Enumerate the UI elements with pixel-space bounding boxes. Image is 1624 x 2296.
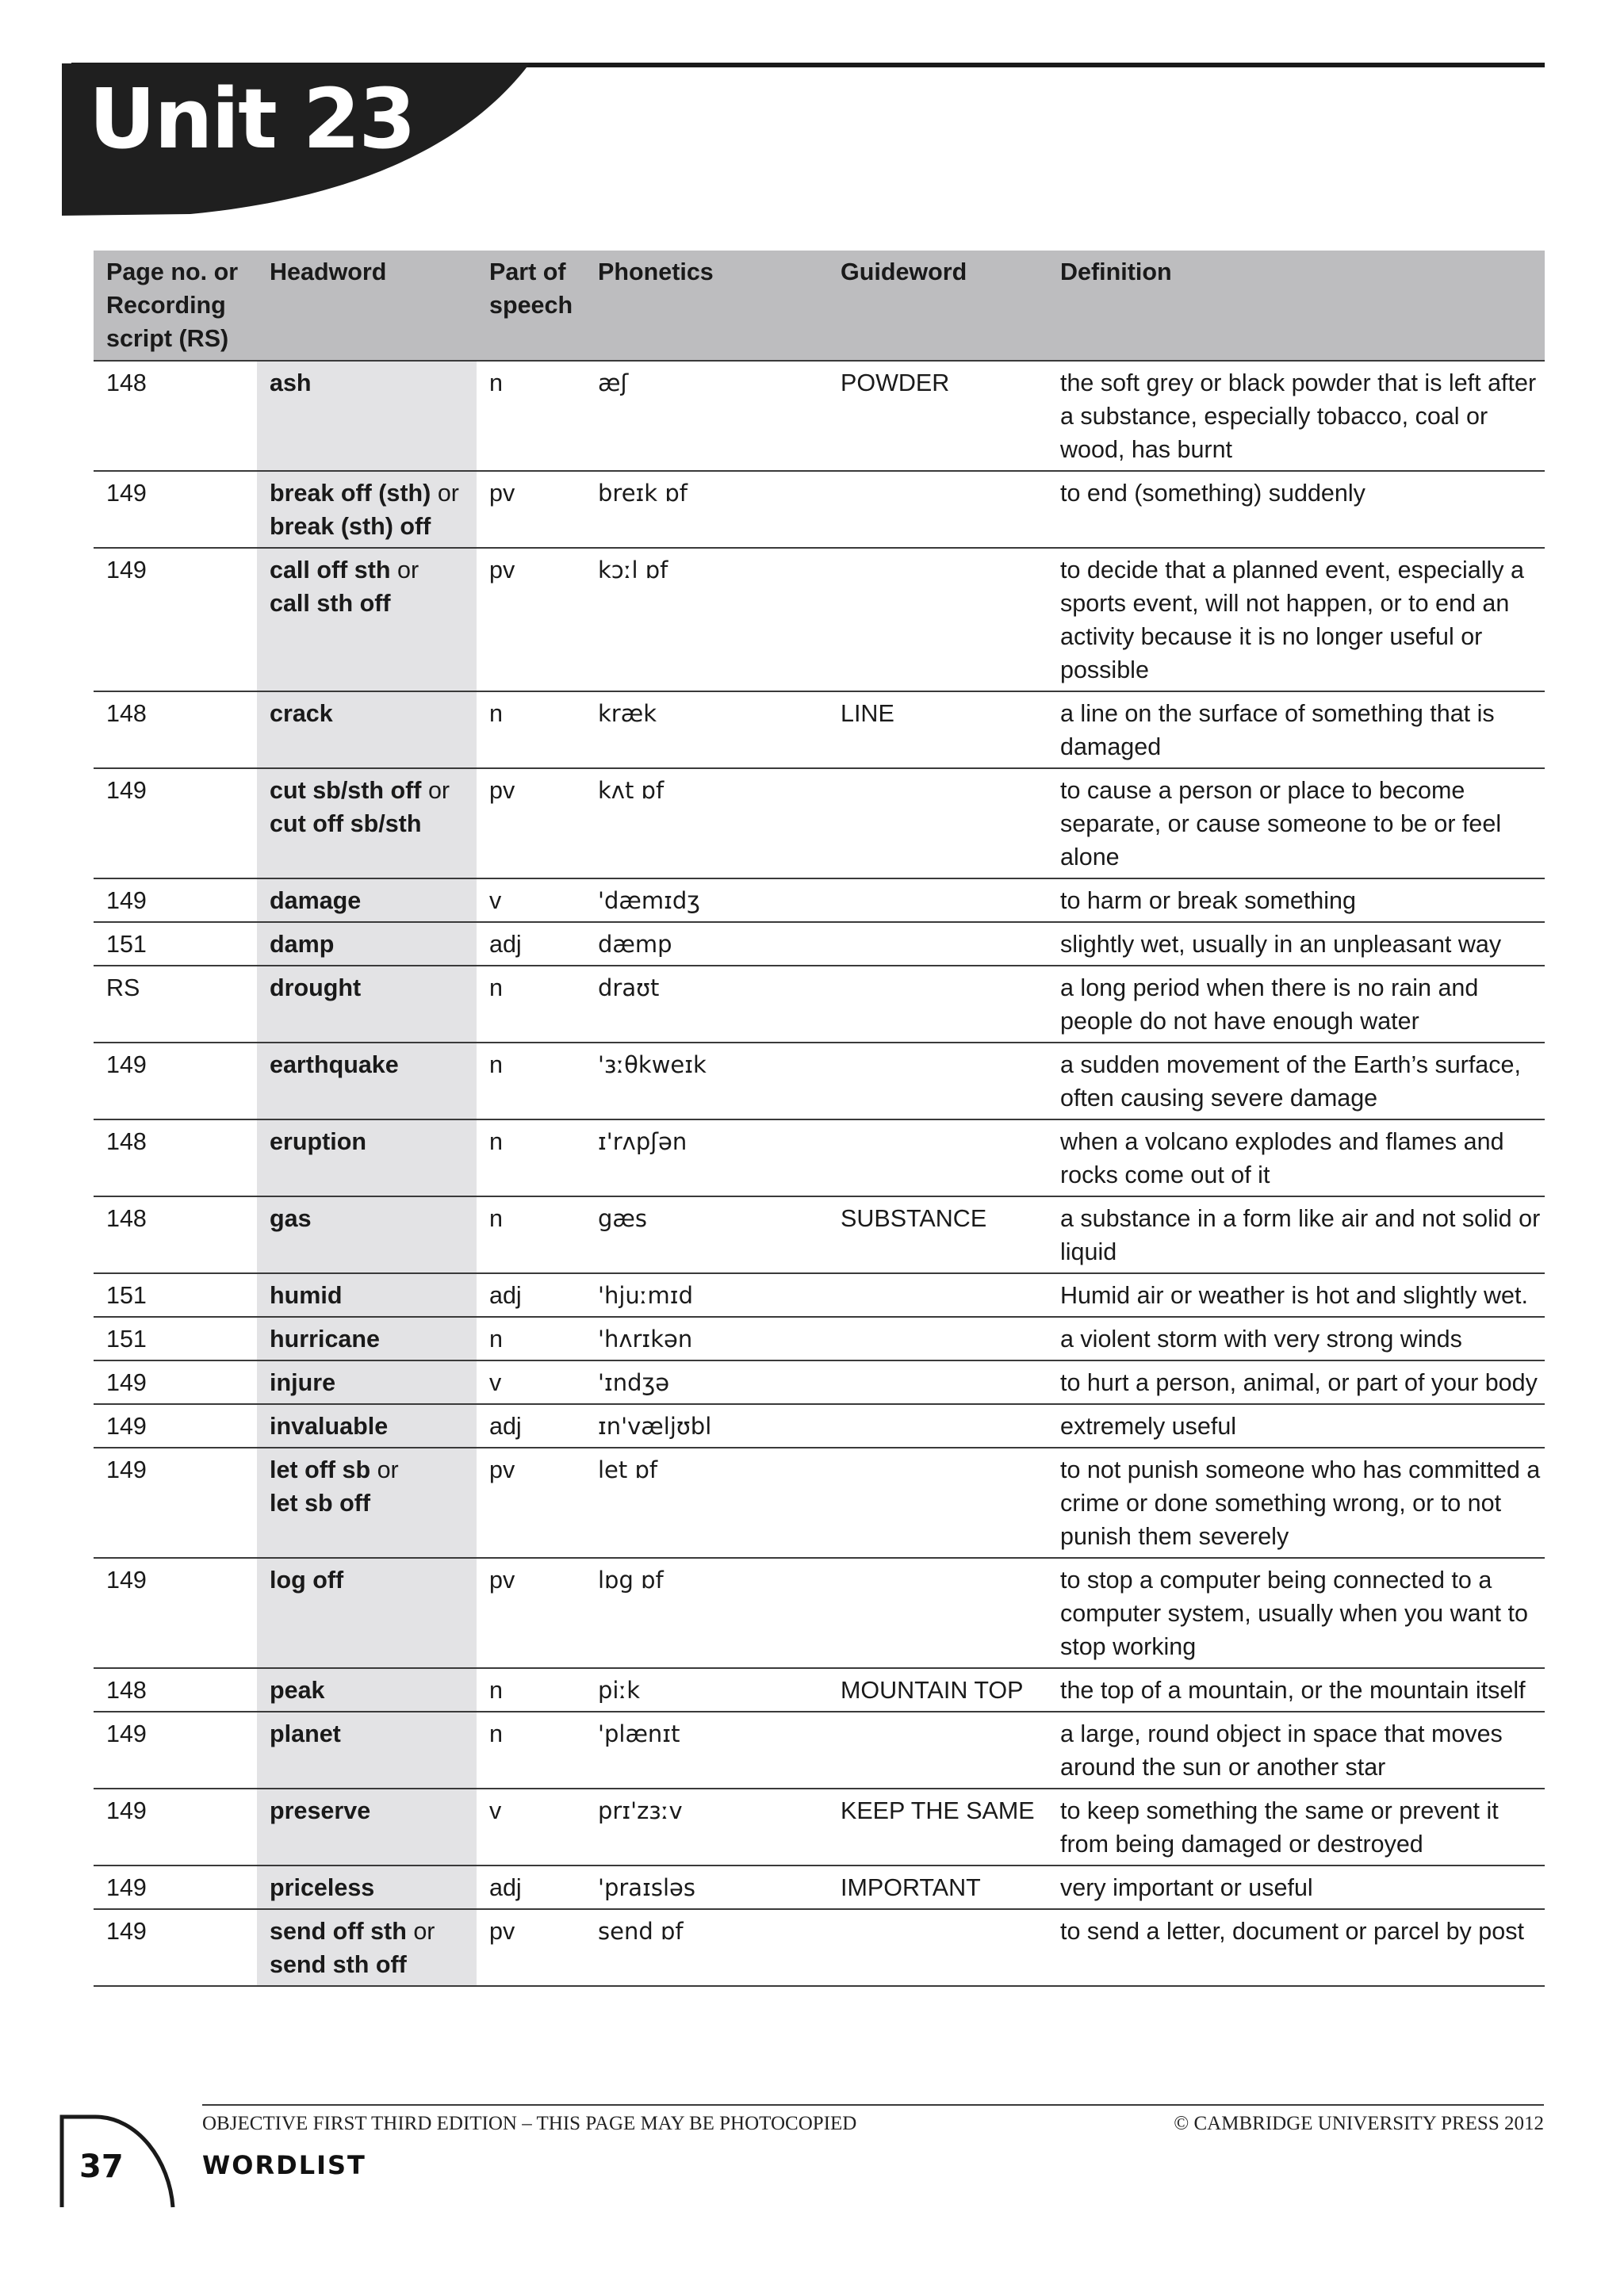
headword-cell: [257, 966, 477, 1043]
definition-cell: a sudden movement of the Earth’s surface, often causing severe damage: [1048, 1043, 1545, 1119]
headword-or: or: [397, 557, 419, 584]
column-header-part-of-speech: Part of speech: [477, 251, 585, 361]
guideword-cell: LINE: [828, 691, 1048, 768]
table-row: [94, 1404, 1545, 1448]
headword-text: humid: [270, 1282, 343, 1309]
phonetics-cell: 'dæmɪdʒ: [585, 878, 828, 922]
phonetics-cell: æʃ: [585, 361, 828, 471]
definition-cell: a violent storm with very strong winds: [1048, 1317, 1545, 1360]
headword-text: ash: [270, 369, 312, 396]
page-cell: 149: [94, 1712, 257, 1789]
headword-cell: [257, 922, 477, 966]
guideword-cell: [828, 1043, 1048, 1119]
definition-cell: to stop a computer being connected to a computer system, usually when you want to stop working: [1048, 1558, 1545, 1668]
phonetics-cell: 'praɪsləs: [585, 1866, 828, 1909]
phonetics-cell: prɪ'zɜːv: [585, 1789, 828, 1866]
headword-alternative: cut off sb/sth: [270, 810, 422, 837]
phonetics-cell: gæs: [585, 1196, 828, 1273]
table-header-row: [94, 251, 1545, 361]
phonetics-cell: breɪk ɒf: [585, 471, 828, 548]
part-of-speech-cell: v: [477, 1360, 585, 1404]
definition-cell: to harm or break something: [1048, 878, 1545, 922]
definition-cell: to cause a person or place to become separate, or cause someone to be or feel alone: [1048, 768, 1545, 878]
guideword-cell: [828, 1712, 1048, 1789]
table-row: [94, 1119, 1545, 1196]
definition-cell: to decide that a planned event, especially a sports event, will not happen, or to end an activity because it is no longer useful or possible: [1048, 548, 1545, 691]
headword-cell: [257, 1196, 477, 1273]
definition-cell: a substance in a form like air and not solid or liquid: [1048, 1196, 1545, 1273]
wordlist-body: [94, 361, 1545, 1986]
page-cell: 148: [94, 1119, 257, 1196]
headword-text: preserve: [270, 1797, 371, 1824]
headword-text: cut sb/sth off: [270, 777, 422, 804]
headword-cell: [257, 1448, 477, 1558]
unit-title: Unit 23: [89, 71, 415, 167]
table-row: [94, 1866, 1545, 1909]
headword-alternative: break (sth) off: [270, 513, 431, 540]
table-row: [94, 922, 1545, 966]
headword-cell: [257, 1360, 477, 1404]
headword-alternative: send sth off: [270, 1951, 407, 1978]
headword-cell: [257, 1273, 477, 1317]
part-of-speech-cell: n: [477, 1043, 585, 1119]
part-of-speech-cell: adj: [477, 1866, 585, 1909]
guideword-cell: [828, 1448, 1048, 1558]
headword-or: or: [437, 480, 459, 507]
guideword-cell: [828, 768, 1048, 878]
definition-cell: to not punish someone who has committed a crime or done something wrong, or to not punish them severely: [1048, 1448, 1545, 1558]
headword-cell: [257, 878, 477, 922]
headword-cell: [257, 548, 477, 691]
headword-text: injure: [270, 1369, 336, 1396]
table-row: [94, 471, 1545, 548]
page-cell: 149: [94, 1866, 257, 1909]
headword-or: or: [427, 777, 450, 804]
headword-text: log off: [270, 1567, 344, 1594]
headword-cell: [257, 768, 477, 878]
part-of-speech-cell: v: [477, 878, 585, 922]
headword-cell: [257, 1119, 477, 1196]
phonetics-cell: 'hjuːmɪd: [585, 1273, 828, 1317]
table-row: [94, 1558, 1545, 1668]
definition-cell: when a volcano explodes and flames and rocks come out of it: [1048, 1119, 1545, 1196]
headword-text: priceless: [270, 1874, 375, 1901]
part-of-speech-cell: pv: [477, 1909, 585, 1986]
definition-cell: very important or useful: [1048, 1866, 1545, 1909]
headword-cell: [257, 1909, 477, 1986]
part-of-speech-cell: n: [477, 361, 585, 471]
page-cell: 148: [94, 361, 257, 471]
definition-cell: extremely useful: [1048, 1404, 1545, 1448]
table-row: [94, 1909, 1545, 1986]
page-cell: 148: [94, 1196, 257, 1273]
page-cell: 149: [94, 1448, 257, 1558]
part-of-speech-cell: adj: [477, 922, 585, 966]
headword-cell: [257, 1866, 477, 1909]
headword-cell: [257, 1668, 477, 1712]
phonetics-cell: kræk: [585, 691, 828, 768]
table-row: [94, 1712, 1545, 1789]
guideword-cell: [828, 1404, 1048, 1448]
headword-alternative: call sth off: [270, 590, 391, 617]
part-of-speech-cell: n: [477, 1317, 585, 1360]
column-header-guideword: Guideword: [828, 251, 1048, 361]
column-header-headword: Headword: [257, 251, 477, 361]
headword-text: drought: [270, 974, 362, 1001]
phonetics-cell: lɒg ɒf: [585, 1558, 828, 1668]
headword-text: damage: [270, 887, 362, 914]
table-row: [94, 878, 1545, 922]
guideword-cell: [828, 1360, 1048, 1404]
page-cell: 149: [94, 1789, 257, 1866]
page-cell: 148: [94, 1668, 257, 1712]
definition-cell: to keep something the same or prevent it from being damaged or destroyed: [1048, 1789, 1545, 1866]
guideword-cell: [828, 1119, 1048, 1196]
definition-cell: to end (something) suddenly: [1048, 471, 1545, 548]
part-of-speech-cell: pv: [477, 1558, 585, 1668]
part-of-speech-cell: pv: [477, 1448, 585, 1558]
headword-or: or: [377, 1456, 399, 1483]
table-row: [94, 548, 1545, 691]
part-of-speech-cell: n: [477, 966, 585, 1043]
page-cell: 149: [94, 1404, 257, 1448]
headword-cell: [257, 361, 477, 471]
headword-text: let off sb: [270, 1456, 371, 1483]
headword-text: planet: [270, 1720, 341, 1747]
table-row: [94, 1273, 1545, 1317]
headword-text: break off (sth): [270, 480, 431, 507]
guideword-cell: [828, 1909, 1048, 1986]
headword-cell: [257, 471, 477, 548]
page-cell: 149: [94, 1558, 257, 1668]
guideword-cell: [828, 1317, 1048, 1360]
phonetics-cell: let ɒf: [585, 1448, 828, 1558]
column-header-phonetics: Phonetics: [585, 251, 828, 361]
page-cell: 149: [94, 1909, 257, 1986]
definition-cell: Humid air or weather is hot and slightly wet.: [1048, 1273, 1545, 1317]
definition-cell: to hurt a person, animal, or part of your body: [1048, 1360, 1545, 1404]
phonetics-cell: 'hʌrɪkən: [585, 1317, 828, 1360]
headword-text: hurricane: [270, 1326, 380, 1353]
footer-section-label: WORDLIST: [202, 2150, 366, 2180]
table-row: [94, 1789, 1545, 1866]
definition-cell: the soft grey or black powder that is left after a substance, especially tobacco, coal or wood, has burnt: [1048, 361, 1545, 471]
guideword-cell: [828, 1273, 1048, 1317]
page-cell: 149: [94, 768, 257, 878]
page-cell: 151: [94, 1273, 257, 1317]
part-of-speech-cell: n: [477, 1668, 585, 1712]
guideword-cell: SUBSTANCE: [828, 1196, 1048, 1273]
phonetics-cell: 'ɪndʒə: [585, 1360, 828, 1404]
definition-cell: slightly wet, usually in an unpleasant way: [1048, 922, 1545, 966]
page-cell: 149: [94, 1360, 257, 1404]
part-of-speech-cell: pv: [477, 768, 585, 878]
phonetics-cell: dæmp: [585, 922, 828, 966]
headword-cell: [257, 1317, 477, 1360]
page-cell: 148: [94, 691, 257, 768]
guideword-cell: [828, 966, 1048, 1043]
part-of-speech-cell: pv: [477, 471, 585, 548]
page-cell: 151: [94, 922, 257, 966]
page-cell: 151: [94, 1317, 257, 1360]
phonetics-cell: draʊt: [585, 966, 828, 1043]
phonetics-cell: send ɒf: [585, 1909, 828, 1986]
footer-copyright-notice: OBJECTIVE FIRST THIRD EDITION – THIS PAGE MAY BE PHOTOCOPIED: [202, 2113, 857, 2134]
table-row: [94, 768, 1545, 878]
part-of-speech-cell: adj: [477, 1273, 585, 1317]
table-row: [94, 1196, 1545, 1273]
page-cell: 149: [94, 878, 257, 922]
part-of-speech-cell: n: [477, 1196, 585, 1273]
headword-cell: [257, 1789, 477, 1866]
headword-text: gas: [270, 1205, 312, 1232]
page-number: 37: [79, 2149, 124, 2185]
part-of-speech-cell: n: [477, 1712, 585, 1789]
phonetics-cell: kɔːl ɒf: [585, 548, 828, 691]
headword-cell: [257, 1043, 477, 1119]
table-row: [94, 361, 1545, 471]
guideword-cell: [828, 548, 1048, 691]
table-row: [94, 1043, 1545, 1119]
wordlist-table: [94, 251, 1545, 1987]
headword-cell: [257, 1712, 477, 1789]
column-header-definition: Definition: [1048, 251, 1545, 361]
table-row: [94, 1448, 1545, 1558]
phonetics-cell: 'plænɪt: [585, 1712, 828, 1789]
headword-cell: [257, 1558, 477, 1668]
definition-cell: the top of a mountain, or the mountain itself: [1048, 1668, 1545, 1712]
headword-text: eruption: [270, 1128, 366, 1155]
definition-cell: a large, round object in space that moves around the sun or another star: [1048, 1712, 1545, 1789]
guideword-cell: IMPORTANT: [828, 1866, 1048, 1909]
guideword-cell: [828, 922, 1048, 966]
guideword-cell: [828, 1558, 1048, 1668]
headword-alternative: let sb off: [270, 1490, 371, 1517]
headword-cell: [257, 1404, 477, 1448]
table-row: [94, 966, 1545, 1043]
headword-text: peak: [270, 1677, 325, 1704]
part-of-speech-cell: n: [477, 1119, 585, 1196]
definition-cell: a line on the surface of something that is damaged: [1048, 691, 1545, 768]
page-cell: 149: [94, 548, 257, 691]
headword-text: earthquake: [270, 1051, 399, 1078]
headword-cell: [257, 691, 477, 768]
table-row: [94, 1317, 1545, 1360]
phonetics-cell: kʌt ɒf: [585, 768, 828, 878]
phonetics-cell: ɪ'rʌpʃən: [585, 1119, 828, 1196]
definition-cell: to send a letter, document or parcel by post: [1048, 1909, 1545, 1986]
column-header-page: Page no. or Recording script (RS): [94, 251, 257, 361]
headword-text: invaluable: [270, 1413, 389, 1440]
part-of-speech-cell: v: [477, 1789, 585, 1866]
guideword-cell: KEEP THE SAME: [828, 1789, 1048, 1866]
part-of-speech-cell: n: [477, 691, 585, 768]
footer-rule: [202, 2104, 1544, 2106]
footer-publisher: © CAMBRIDGE UNIVERSITY PRESS 2012: [1174, 2113, 1544, 2134]
part-of-speech-cell: adj: [477, 1404, 585, 1448]
phonetics-cell: ɪn'væljʊbl: [585, 1404, 828, 1448]
definition-cell: a long period when there is no rain and people do not have enough water: [1048, 966, 1545, 1043]
guideword-cell: [828, 471, 1048, 548]
table-row: [94, 1668, 1545, 1712]
guideword-cell: POWDER: [828, 361, 1048, 471]
table-row: [94, 1360, 1545, 1404]
headword-text: send off sth: [270, 1918, 407, 1945]
guideword-cell: MOUNTAIN TOP: [828, 1668, 1048, 1712]
page-cell: RS: [94, 966, 257, 1043]
table-row: [94, 691, 1545, 768]
phonetics-cell: 'ɜːθkweɪk: [585, 1043, 828, 1119]
phonetics-cell: piːk: [585, 1668, 828, 1712]
page-cell: 149: [94, 471, 257, 548]
headword-or: or: [413, 1918, 435, 1945]
headword-text: call off sth: [270, 557, 391, 584]
part-of-speech-cell: pv: [477, 548, 585, 691]
guideword-cell: [828, 878, 1048, 922]
headword-text: damp: [270, 931, 335, 958]
page-cell: 149: [94, 1043, 257, 1119]
headword-text: crack: [270, 700, 333, 727]
